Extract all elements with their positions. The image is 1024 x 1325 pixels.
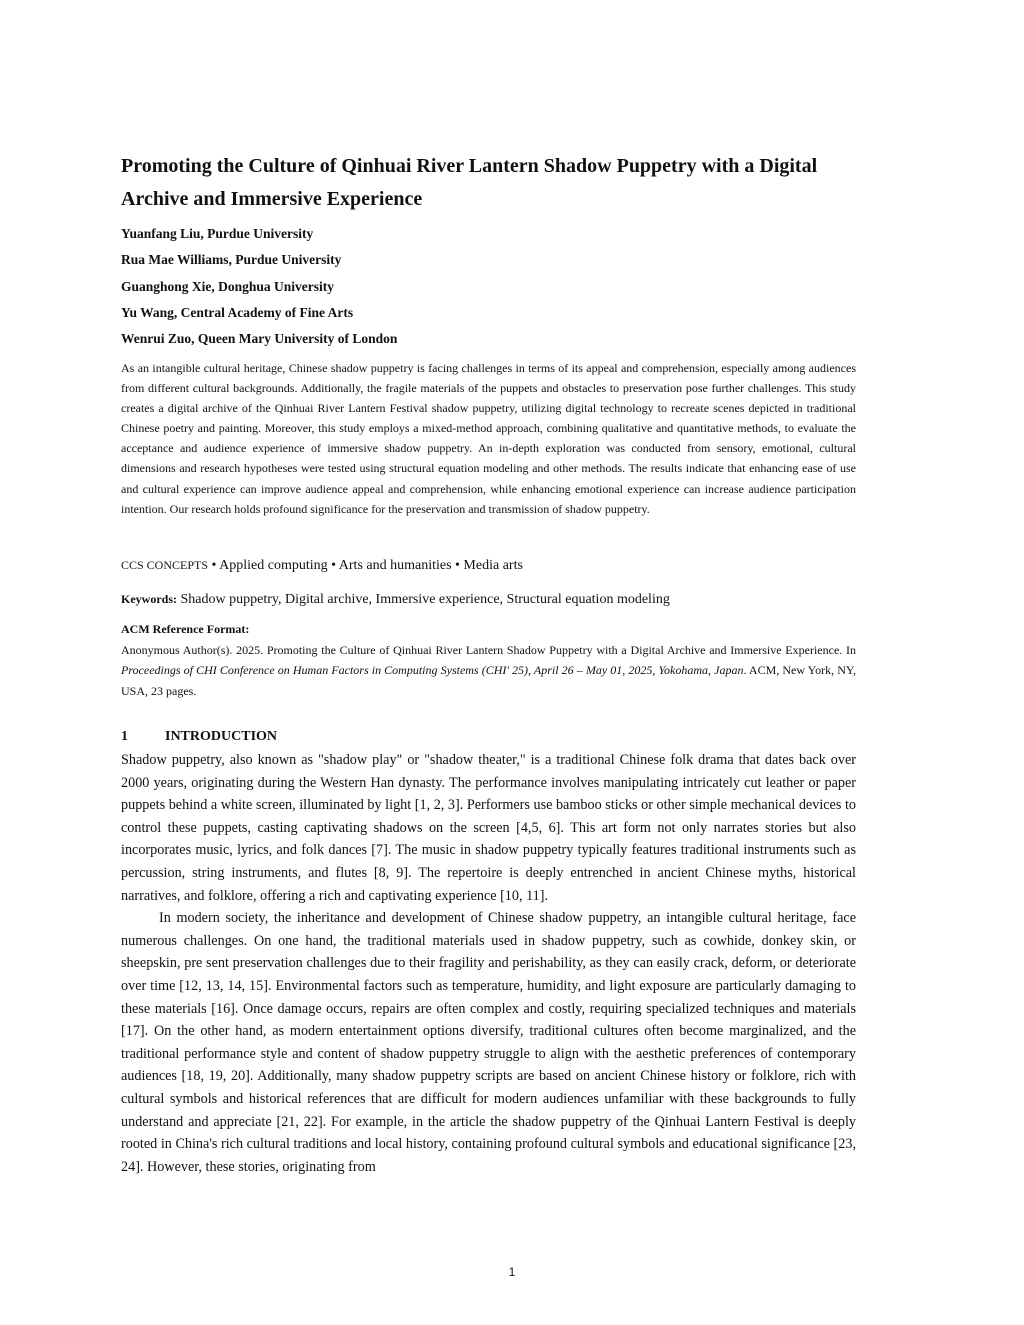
author-line: Yuanfang Liu, Purdue University — [121, 226, 314, 241]
paper-title: Promoting the Culture of Qinhuai River Lantern Shadow Puppetry with a Digital Archive and Immersive Experience — [121, 155, 818, 210]
author-list — [121, 224, 856, 355]
keywords-label: Keywords: — [121, 592, 177, 606]
intro-body — [121, 749, 856, 1178]
ccs-label: CCS CONCEPTS — [121, 558, 209, 572]
acm-reference — [121, 619, 856, 701]
acm-reference-heading: ACM Reference Format: — [121, 622, 250, 636]
section-title: INTRODUCTION — [165, 729, 278, 744]
page-number: 1 — [508, 1265, 516, 1279]
acm-reference-plain: Anonymous Author(s). 2025. Promoting the Culture of Qinhuai River Lantern Shadow Puppetry with a Digital Archive and Immersive Experience. In — [121, 642, 856, 657]
body-paragraph: In modern society, the inheritance and development of Chinese shadow puppetry, an intangible cultural heritage, face numerous challenges. On one hand, the traditional materials used in shadow puppetry, such as cowhide, donkey skin, or sheepskin, pre sent preservation challenges due to their fragility and perishability, as they can easily crack, deform, or deteriorate over time [12, 13, 14, 15]. Environmental factors such as temperature, humidity, and light exposure are particularly damaging to these materials [16]. Once damage occurs, repairs are often complex and costly, requiring specialized techniques and materials [17]. On the other hand, as modern entertainment options diversify, traditional cultures often become marginalized, and the traditional performance style and content of shadow puppetry struggle to align with the aesthetic preferences of contemporary audiences [18, 19, 20]. Additionally, many shadow puppetry scripts are based on ancient Chinese history or folklore, rich with cultural symbols and historical references that are difficult for modern audiences unfamiliar with these backgrounds to fully understand and appreciate [21, 22]. For example, in the article the shadow puppetry of the Qinhuai Lantern Festival is deeply rooted in China's rich cultural traditions and local history, containing profound cultural symbols and educational significance [23, 24]. However, these stories, originating from — [121, 910, 856, 1175]
keywords-text: Shadow puppetry, Digital archive, Immersive experience, Structural equation modeling — [180, 592, 670, 607]
section-heading — [121, 727, 856, 747]
author-line: Guanghong Xie, Donghua University — [121, 278, 335, 294]
author-line: Yu Wang, Central Academy of Fine Arts — [121, 304, 354, 320]
acm-reference-tail: . ACM, New York, NY, USA, 23 pages. — [121, 663, 856, 698]
author-line: Rua Mae Williams, Purdue University — [121, 252, 342, 268]
ccs-concepts — [121, 555, 856, 576]
abstract: As an intangible cultural heritage, Chinese shadow puppetry is facing challenges in terms of its appeal and comprehension, especially among audiences from different cultural backgrounds. Additionally, the fragile materials of the puppets and obstacles to preservation pose further challenges. This study creates a digital archive of the Qinhuai River Lantern Festival shadow puppetry, utilizing digital technology to recreate scenes depicted in traditional Chinese poetry and painting. Moreover, this study employs a mixed-method approach, combining qualitative and quantitative methods, to evaluate the acceptance and audience experience of immersive shadow puppetry. An in-depth exploration was conducted from sensory, emotional, cultural dimensions and research hypotheses were tested using structural equation modeling and other methods. The results indicate that enhancing ease of use and cultural experience can improve audience appeal and comprehension, while enhancing emotional experience can increase audience participation intention. Our research holds profound significance for the preservation and transmission of shadow puppetry. — [121, 361, 856, 516]
section-number: 1 — [121, 729, 128, 744]
acm-reference-text — [121, 640, 856, 702]
keywords — [121, 589, 856, 610]
ccs-text: • Applied computing • Arts and humanities • Media arts — [211, 558, 523, 573]
body-paragraph: Shadow puppetry, also known as "shadow play" or "shadow theater," is a traditional Chinese folk drama that dates back over 2000 years, originating during the Western Han dynasty. The performance involves manipulating intricately cut leather or paper puppets behind a white screen, illuminated by light [1, 2, 3]. Performers use bamboo sticks or other simple mechanical devices to control these puppets, casting captivating shadows on the screen [4,5, 6]. This art form not only narrates stories but also incorporates music, lyrics, and folk dances [7]. The music in shadow puppetry typically features traditional instruments such as percussion, string instruments, and flutes [8, 9]. The repertoire is deeply entrenched in ancient Chinese myths, historical narratives, and folklore, offering a rich and captivating experience [10, 11]. — [121, 752, 856, 904]
acm-reference-venue: Proceedings of CHI Conference on Human Factors in Computing Systems (CHI' 25), April 26 – May 01, 2025, Yokohama, Japan — [121, 663, 744, 677]
author-line: Wenrui Zuo, Queen Mary University of London — [121, 331, 398, 347]
